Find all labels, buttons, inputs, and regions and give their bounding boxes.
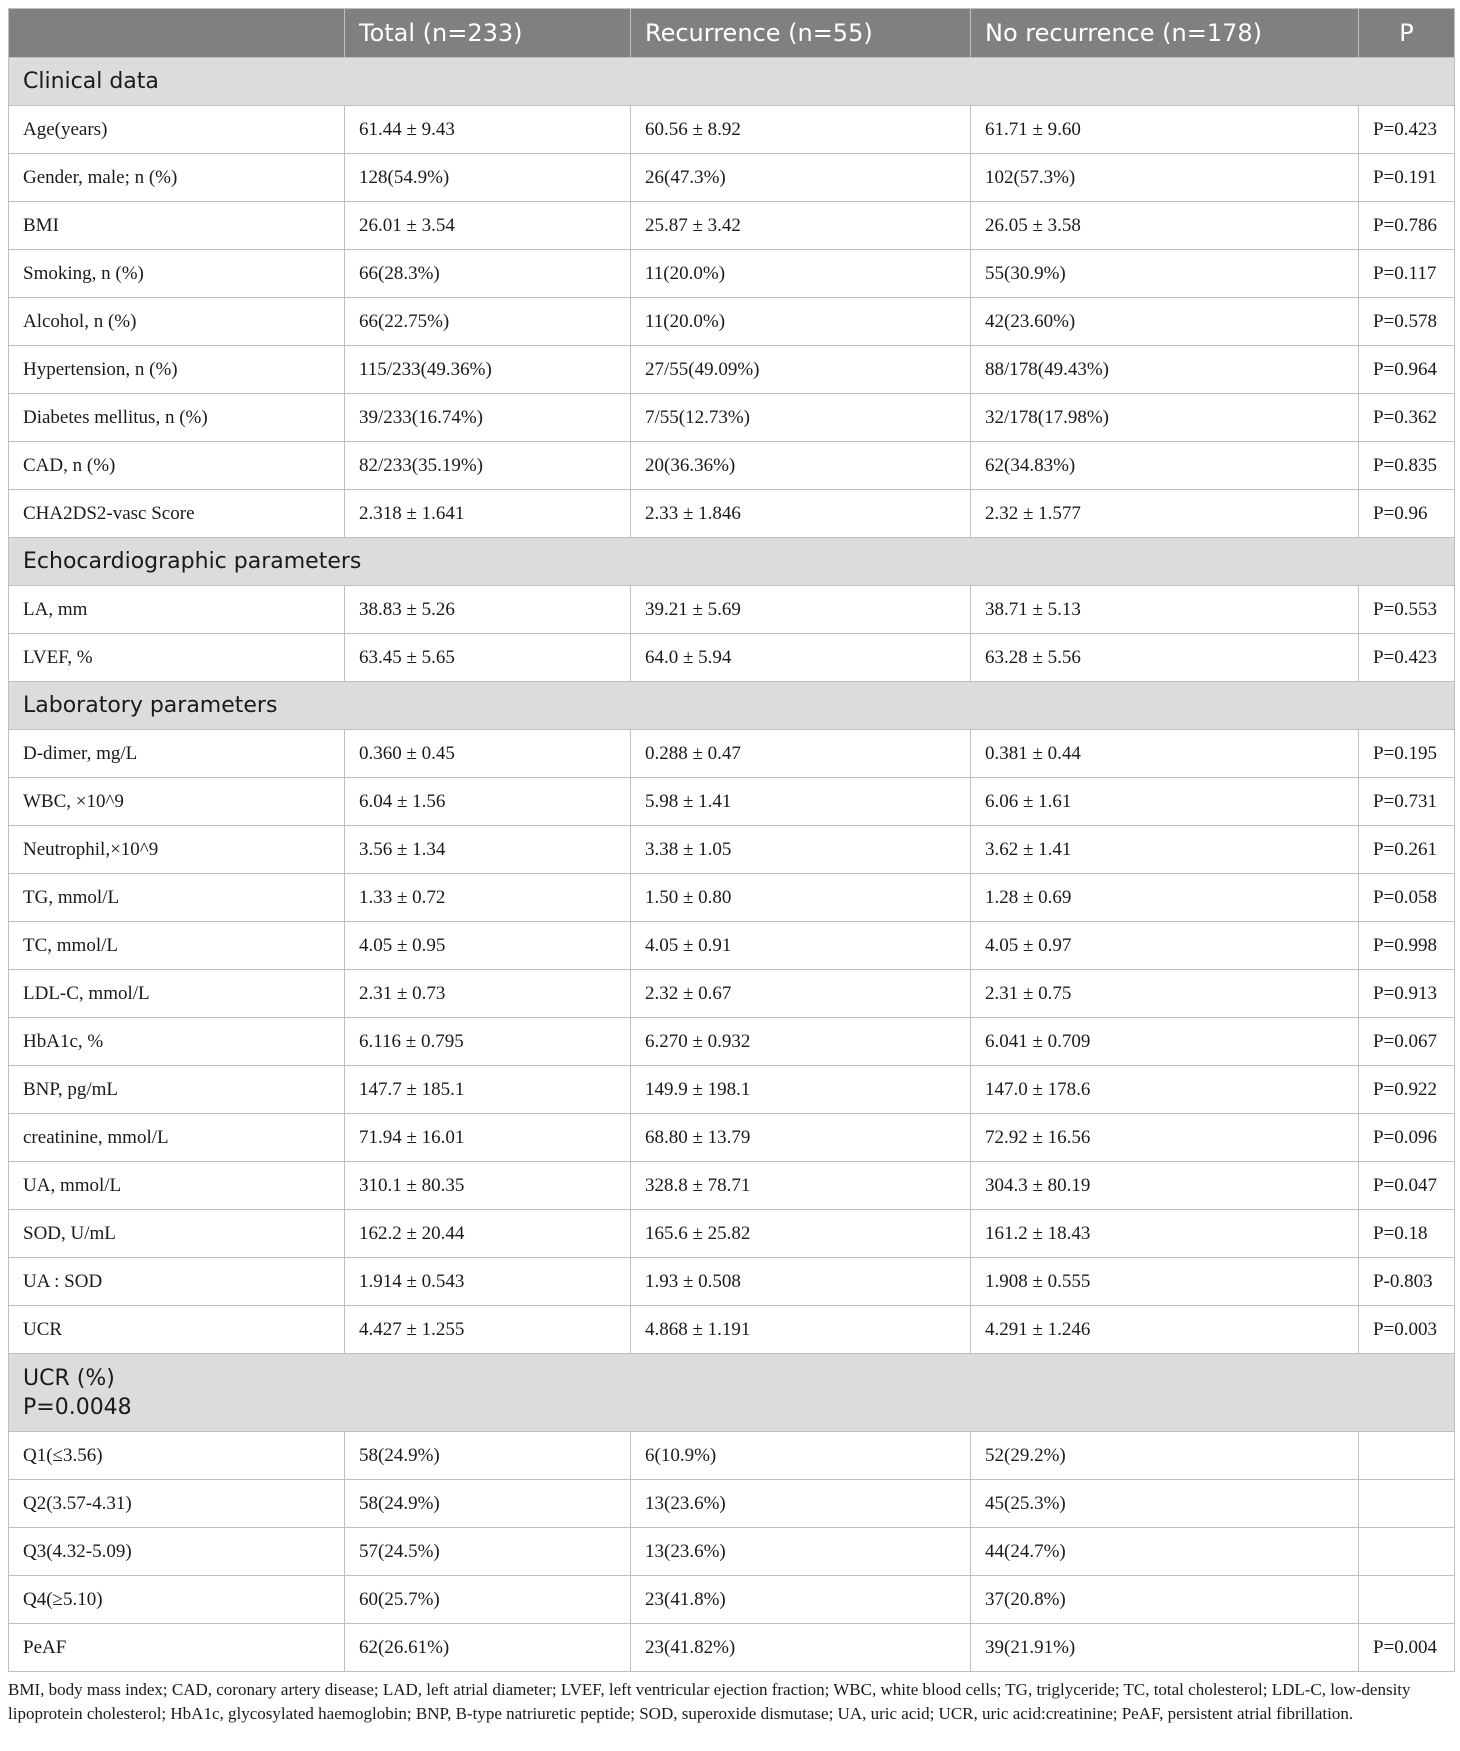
cell-p-value: P=0.003 xyxy=(1359,1306,1455,1354)
cell-recurrence: 149.9 ± 198.1 xyxy=(631,1066,971,1114)
table-row xyxy=(9,730,1455,778)
cell-no-recurrence: 42(23.60%) xyxy=(971,298,1359,346)
header-cell-recurrence: Recurrence (n=55) xyxy=(631,9,971,58)
cell-recurrence: 11(20.0%) xyxy=(631,250,971,298)
cell-total: 2.318 ± 1.641 xyxy=(345,490,631,538)
cell-recurrence: 4.868 ± 1.191 xyxy=(631,1306,971,1354)
cell-recurrence: 23(41.8%) xyxy=(631,1576,971,1624)
cell-recurrence: 7/55(12.73%) xyxy=(631,394,971,442)
header-row xyxy=(9,9,1455,58)
cell-p-value: P=0.913 xyxy=(1359,970,1455,1018)
cell-p-value: P-0.803 xyxy=(1359,1258,1455,1306)
cell-recurrence: 3.38 ± 1.05 xyxy=(631,826,971,874)
cell-p-value: P=0.096 xyxy=(1359,1114,1455,1162)
cell-total: 3.56 ± 1.34 xyxy=(345,826,631,874)
table-row xyxy=(9,106,1455,154)
section-title-cell xyxy=(9,682,1455,730)
cell-p-value: P=0.067 xyxy=(1359,1018,1455,1066)
cell-recurrence: 20(36.36%) xyxy=(631,442,971,490)
cell-total: 162.2 ± 20.44 xyxy=(345,1210,631,1258)
cell-no-recurrence: 0.381 ± 0.44 xyxy=(971,730,1359,778)
cell-p-value: P=0.423 xyxy=(1359,106,1455,154)
cell-variable: Diabetes mellitus, n (%) xyxy=(9,394,345,442)
cell-total: 63.45 ± 5.65 xyxy=(345,634,631,682)
section-title: Echocardiographic parameters xyxy=(23,549,362,574)
cell-variable: Hypertension, n (%) xyxy=(9,346,345,394)
cell-p-value: P=0.731 xyxy=(1359,778,1455,826)
cell-total: 66(22.75%) xyxy=(345,298,631,346)
cell-total: 1.33 ± 0.72 xyxy=(345,874,631,922)
cell-variable: CHA2DS2-vasc Score xyxy=(9,490,345,538)
section-subtitle: P=0.0048 xyxy=(23,1394,132,1420)
table-row xyxy=(9,1114,1455,1162)
cell-p-value: P=0.578 xyxy=(1359,298,1455,346)
cell-p-value: P=0.191 xyxy=(1359,154,1455,202)
cell-p-value: P=0.261 xyxy=(1359,826,1455,874)
cell-variable: Q4(≥5.10) xyxy=(9,1576,345,1624)
cell-recurrence: 13(23.6%) xyxy=(631,1480,971,1528)
section-title-cell xyxy=(9,538,1455,586)
cell-total: 38.83 ± 5.26 xyxy=(345,586,631,634)
header-cell-p: P xyxy=(1359,9,1455,58)
table-row xyxy=(9,1576,1455,1624)
cell-recurrence: 27/55(49.09%) xyxy=(631,346,971,394)
cell-p-value: P=0.047 xyxy=(1359,1162,1455,1210)
cell-no-recurrence: 88/178(49.43%) xyxy=(971,346,1359,394)
cell-recurrence: 25.87 ± 3.42 xyxy=(631,202,971,250)
table-header xyxy=(9,9,1455,58)
section-title-cell xyxy=(9,1354,1455,1432)
cell-p-value: P=0.922 xyxy=(1359,1066,1455,1114)
cell-no-recurrence: 61.71 ± 9.60 xyxy=(971,106,1359,154)
cell-p-value: P=0.195 xyxy=(1359,730,1455,778)
table-container xyxy=(8,8,1454,1726)
cell-variable: WBC, ×10^9 xyxy=(9,778,345,826)
cell-recurrence: 13(23.6%) xyxy=(631,1528,971,1576)
cell-total: 147.7 ± 185.1 xyxy=(345,1066,631,1114)
cell-no-recurrence: 32/178(17.98%) xyxy=(971,394,1359,442)
cell-no-recurrence: 304.3 ± 80.19 xyxy=(971,1162,1359,1210)
section-header-row xyxy=(9,58,1455,106)
cell-p-value xyxy=(1359,1480,1455,1528)
table-row xyxy=(9,346,1455,394)
cell-total: 82/233(35.19%) xyxy=(345,442,631,490)
cell-total: 58(24.9%) xyxy=(345,1480,631,1528)
cell-recurrence: 4.05 ± 0.91 xyxy=(631,922,971,970)
cell-variable: BMI xyxy=(9,202,345,250)
table-row xyxy=(9,874,1455,922)
cell-recurrence: 23(41.82%) xyxy=(631,1624,971,1672)
cell-variable: PeAF xyxy=(9,1624,345,1672)
data-table xyxy=(8,8,1455,1672)
table-row xyxy=(9,154,1455,202)
cell-variable: Neutrophil,×10^9 xyxy=(9,826,345,874)
cell-no-recurrence: 72.92 ± 16.56 xyxy=(971,1114,1359,1162)
cell-total: 71.94 ± 16.01 xyxy=(345,1114,631,1162)
table-row xyxy=(9,1258,1455,1306)
cell-no-recurrence: 2.32 ± 1.577 xyxy=(971,490,1359,538)
cell-recurrence: 0.288 ± 0.47 xyxy=(631,730,971,778)
table-row xyxy=(9,586,1455,634)
table-row xyxy=(9,490,1455,538)
cell-recurrence: 1.93 ± 0.508 xyxy=(631,1258,971,1306)
cell-no-recurrence: 6.041 ± 0.709 xyxy=(971,1018,1359,1066)
cell-variable: LVEF, % xyxy=(9,634,345,682)
cell-p-value xyxy=(1359,1528,1455,1576)
table-row xyxy=(9,1018,1455,1066)
cell-total: 39/233(16.74%) xyxy=(345,394,631,442)
cell-total: 310.1 ± 80.35 xyxy=(345,1162,631,1210)
cell-total: 6.04 ± 1.56 xyxy=(345,778,631,826)
cell-total: 66(28.3%) xyxy=(345,250,631,298)
cell-no-recurrence: 1.28 ± 0.69 xyxy=(971,874,1359,922)
table-row xyxy=(9,778,1455,826)
table-row xyxy=(9,1432,1455,1480)
cell-total: 4.427 ± 1.255 xyxy=(345,1306,631,1354)
cell-p-value: P=0.96 xyxy=(1359,490,1455,538)
table-row xyxy=(9,1306,1455,1354)
cell-variable: UA : SOD xyxy=(9,1258,345,1306)
cell-total: 128(54.9%) xyxy=(345,154,631,202)
table-row xyxy=(9,1162,1455,1210)
table-row xyxy=(9,1480,1455,1528)
cell-recurrence: 26(47.3%) xyxy=(631,154,971,202)
cell-p-value: P=0.058 xyxy=(1359,874,1455,922)
cell-recurrence: 68.80 ± 13.79 xyxy=(631,1114,971,1162)
section-header-row xyxy=(9,1354,1455,1432)
cell-p-value: P=0.18 xyxy=(1359,1210,1455,1258)
cell-variable: UA, mmol/L xyxy=(9,1162,345,1210)
cell-variable: creatinine, mmol/L xyxy=(9,1114,345,1162)
cell-variable: Alcohol, n (%) xyxy=(9,298,345,346)
table-row xyxy=(9,826,1455,874)
cell-p-value: P=0.362 xyxy=(1359,394,1455,442)
cell-total: 6.116 ± 0.795 xyxy=(345,1018,631,1066)
cell-no-recurrence: 102(57.3%) xyxy=(971,154,1359,202)
cell-no-recurrence: 26.05 ± 3.58 xyxy=(971,202,1359,250)
cell-p-value: P=0.964 xyxy=(1359,346,1455,394)
table-row xyxy=(9,1528,1455,1576)
cell-p-value: P=0.835 xyxy=(1359,442,1455,490)
cell-variable: BNP, pg/mL xyxy=(9,1066,345,1114)
cell-no-recurrence: 39(21.91%) xyxy=(971,1624,1359,1672)
cell-recurrence: 5.98 ± 1.41 xyxy=(631,778,971,826)
cell-recurrence: 64.0 ± 5.94 xyxy=(631,634,971,682)
table-row xyxy=(9,394,1455,442)
cell-recurrence: 2.32 ± 0.67 xyxy=(631,970,971,1018)
cell-no-recurrence: 44(24.7%) xyxy=(971,1528,1359,1576)
cell-recurrence: 6.270 ± 0.932 xyxy=(631,1018,971,1066)
cell-p-value xyxy=(1359,1432,1455,1480)
table-row xyxy=(9,1210,1455,1258)
cell-variable: SOD, U/mL xyxy=(9,1210,345,1258)
section-title: UCR (%) xyxy=(23,1365,115,1391)
table-body xyxy=(9,58,1455,1672)
cell-no-recurrence: 2.31 ± 0.75 xyxy=(971,970,1359,1018)
cell-recurrence: 60.56 ± 8.92 xyxy=(631,106,971,154)
cell-variable: LDL-C, mmol/L xyxy=(9,970,345,1018)
cell-total: 58(24.9%) xyxy=(345,1432,631,1480)
table-row xyxy=(9,634,1455,682)
header-cell-label xyxy=(9,9,345,58)
table-row xyxy=(9,1624,1455,1672)
cell-variable: CAD, n (%) xyxy=(9,442,345,490)
table-row xyxy=(9,442,1455,490)
cell-total: 26.01 ± 3.54 xyxy=(345,202,631,250)
cell-p-value: P=0.553 xyxy=(1359,586,1455,634)
table-row xyxy=(9,970,1455,1018)
cell-no-recurrence: 63.28 ± 5.56 xyxy=(971,634,1359,682)
cell-total: 0.360 ± 0.45 xyxy=(345,730,631,778)
cell-variable: TC, mmol/L xyxy=(9,922,345,970)
table-row xyxy=(9,298,1455,346)
cell-recurrence: 165.6 ± 25.82 xyxy=(631,1210,971,1258)
cell-variable: Smoking, n (%) xyxy=(9,250,345,298)
cell-recurrence: 328.8 ± 78.71 xyxy=(631,1162,971,1210)
cell-p-value: P=0.786 xyxy=(1359,202,1455,250)
cell-variable: Q3(4.32-5.09) xyxy=(9,1528,345,1576)
cell-no-recurrence: 55(30.9%) xyxy=(971,250,1359,298)
cell-total: 62(26.61%) xyxy=(345,1624,631,1672)
cell-no-recurrence: 161.2 ± 18.43 xyxy=(971,1210,1359,1258)
cell-p-value: P=0.117 xyxy=(1359,250,1455,298)
cell-total: 1.914 ± 0.543 xyxy=(345,1258,631,1306)
cell-total: 2.31 ± 0.73 xyxy=(345,970,631,1018)
section-title: Clinical data xyxy=(23,69,159,94)
cell-p-value: P=0.004 xyxy=(1359,1624,1455,1672)
header-cell-total: Total (n=233) xyxy=(345,9,631,58)
cell-p-value: P=0.998 xyxy=(1359,922,1455,970)
cell-no-recurrence: 4.05 ± 0.97 xyxy=(971,922,1359,970)
section-title: Laboratory parameters xyxy=(23,693,278,718)
cell-no-recurrence: 4.291 ± 1.246 xyxy=(971,1306,1359,1354)
cell-recurrence: 2.33 ± 1.846 xyxy=(631,490,971,538)
section-title-cell xyxy=(9,58,1455,106)
cell-no-recurrence: 45(25.3%) xyxy=(971,1480,1359,1528)
cell-variable: Q2(3.57-4.31) xyxy=(9,1480,345,1528)
cell-variable: TG, mmol/L xyxy=(9,874,345,922)
cell-no-recurrence: 1.908 ± 0.555 xyxy=(971,1258,1359,1306)
section-header-row xyxy=(9,538,1455,586)
table-footnote: BMI, body mass index; CAD, coronary artery disease; LAD, left atrial diameter; LVEF, left ventricular ejection fraction; WBC, white blood cells; TG, triglyceride; TC, total cholesterol; LDL-C, low-density lipoprotein cholesterol; HbA1c, glycosylated haemoglobin; BNP, B-type natriuretic peptide; SOD, superoxide dismutase; UA, uric acid; UCR, uric acid:creatinine; PeAF, persistent atrial fibrillation. xyxy=(8,1680,1411,1723)
table-row xyxy=(9,202,1455,250)
cell-no-recurrence: 147.0 ± 178.6 xyxy=(971,1066,1359,1114)
table-row xyxy=(9,922,1455,970)
cell-recurrence: 11(20.0%) xyxy=(631,298,971,346)
table-row xyxy=(9,250,1455,298)
cell-total: 60(25.7%) xyxy=(345,1576,631,1624)
section-header-row xyxy=(9,682,1455,730)
cell-no-recurrence: 3.62 ± 1.41 xyxy=(971,826,1359,874)
cell-total: 61.44 ± 9.43 xyxy=(345,106,631,154)
cell-p-value: P=0.423 xyxy=(1359,634,1455,682)
cell-recurrence: 39.21 ± 5.69 xyxy=(631,586,971,634)
cell-p-value xyxy=(1359,1576,1455,1624)
cell-variable: Q1(≤3.56) xyxy=(9,1432,345,1480)
cell-no-recurrence: 6.06 ± 1.61 xyxy=(971,778,1359,826)
cell-recurrence: 1.50 ± 0.80 xyxy=(631,874,971,922)
cell-total: 115/233(49.36%) xyxy=(345,346,631,394)
cell-total: 4.05 ± 0.95 xyxy=(345,922,631,970)
cell-variable: D-dimer, mg/L xyxy=(9,730,345,778)
cell-variable: Age(years) xyxy=(9,106,345,154)
cell-total: 57(24.5%) xyxy=(345,1528,631,1576)
cell-no-recurrence: 62(34.83%) xyxy=(971,442,1359,490)
cell-variable: HbA1c, % xyxy=(9,1018,345,1066)
cell-no-recurrence: 38.71 ± 5.13 xyxy=(971,586,1359,634)
cell-variable: Gender, male; n (%) xyxy=(9,154,345,202)
cell-variable: LA, mm xyxy=(9,586,345,634)
cell-recurrence: 6(10.9%) xyxy=(631,1432,971,1480)
cell-no-recurrence: 37(20.8%) xyxy=(971,1576,1359,1624)
cell-variable: UCR xyxy=(9,1306,345,1354)
table-row xyxy=(9,1066,1455,1114)
cell-no-recurrence: 52(29.2%) xyxy=(971,1432,1359,1480)
header-cell-no-recurrence: No recurrence (n=178) xyxy=(971,9,1359,58)
